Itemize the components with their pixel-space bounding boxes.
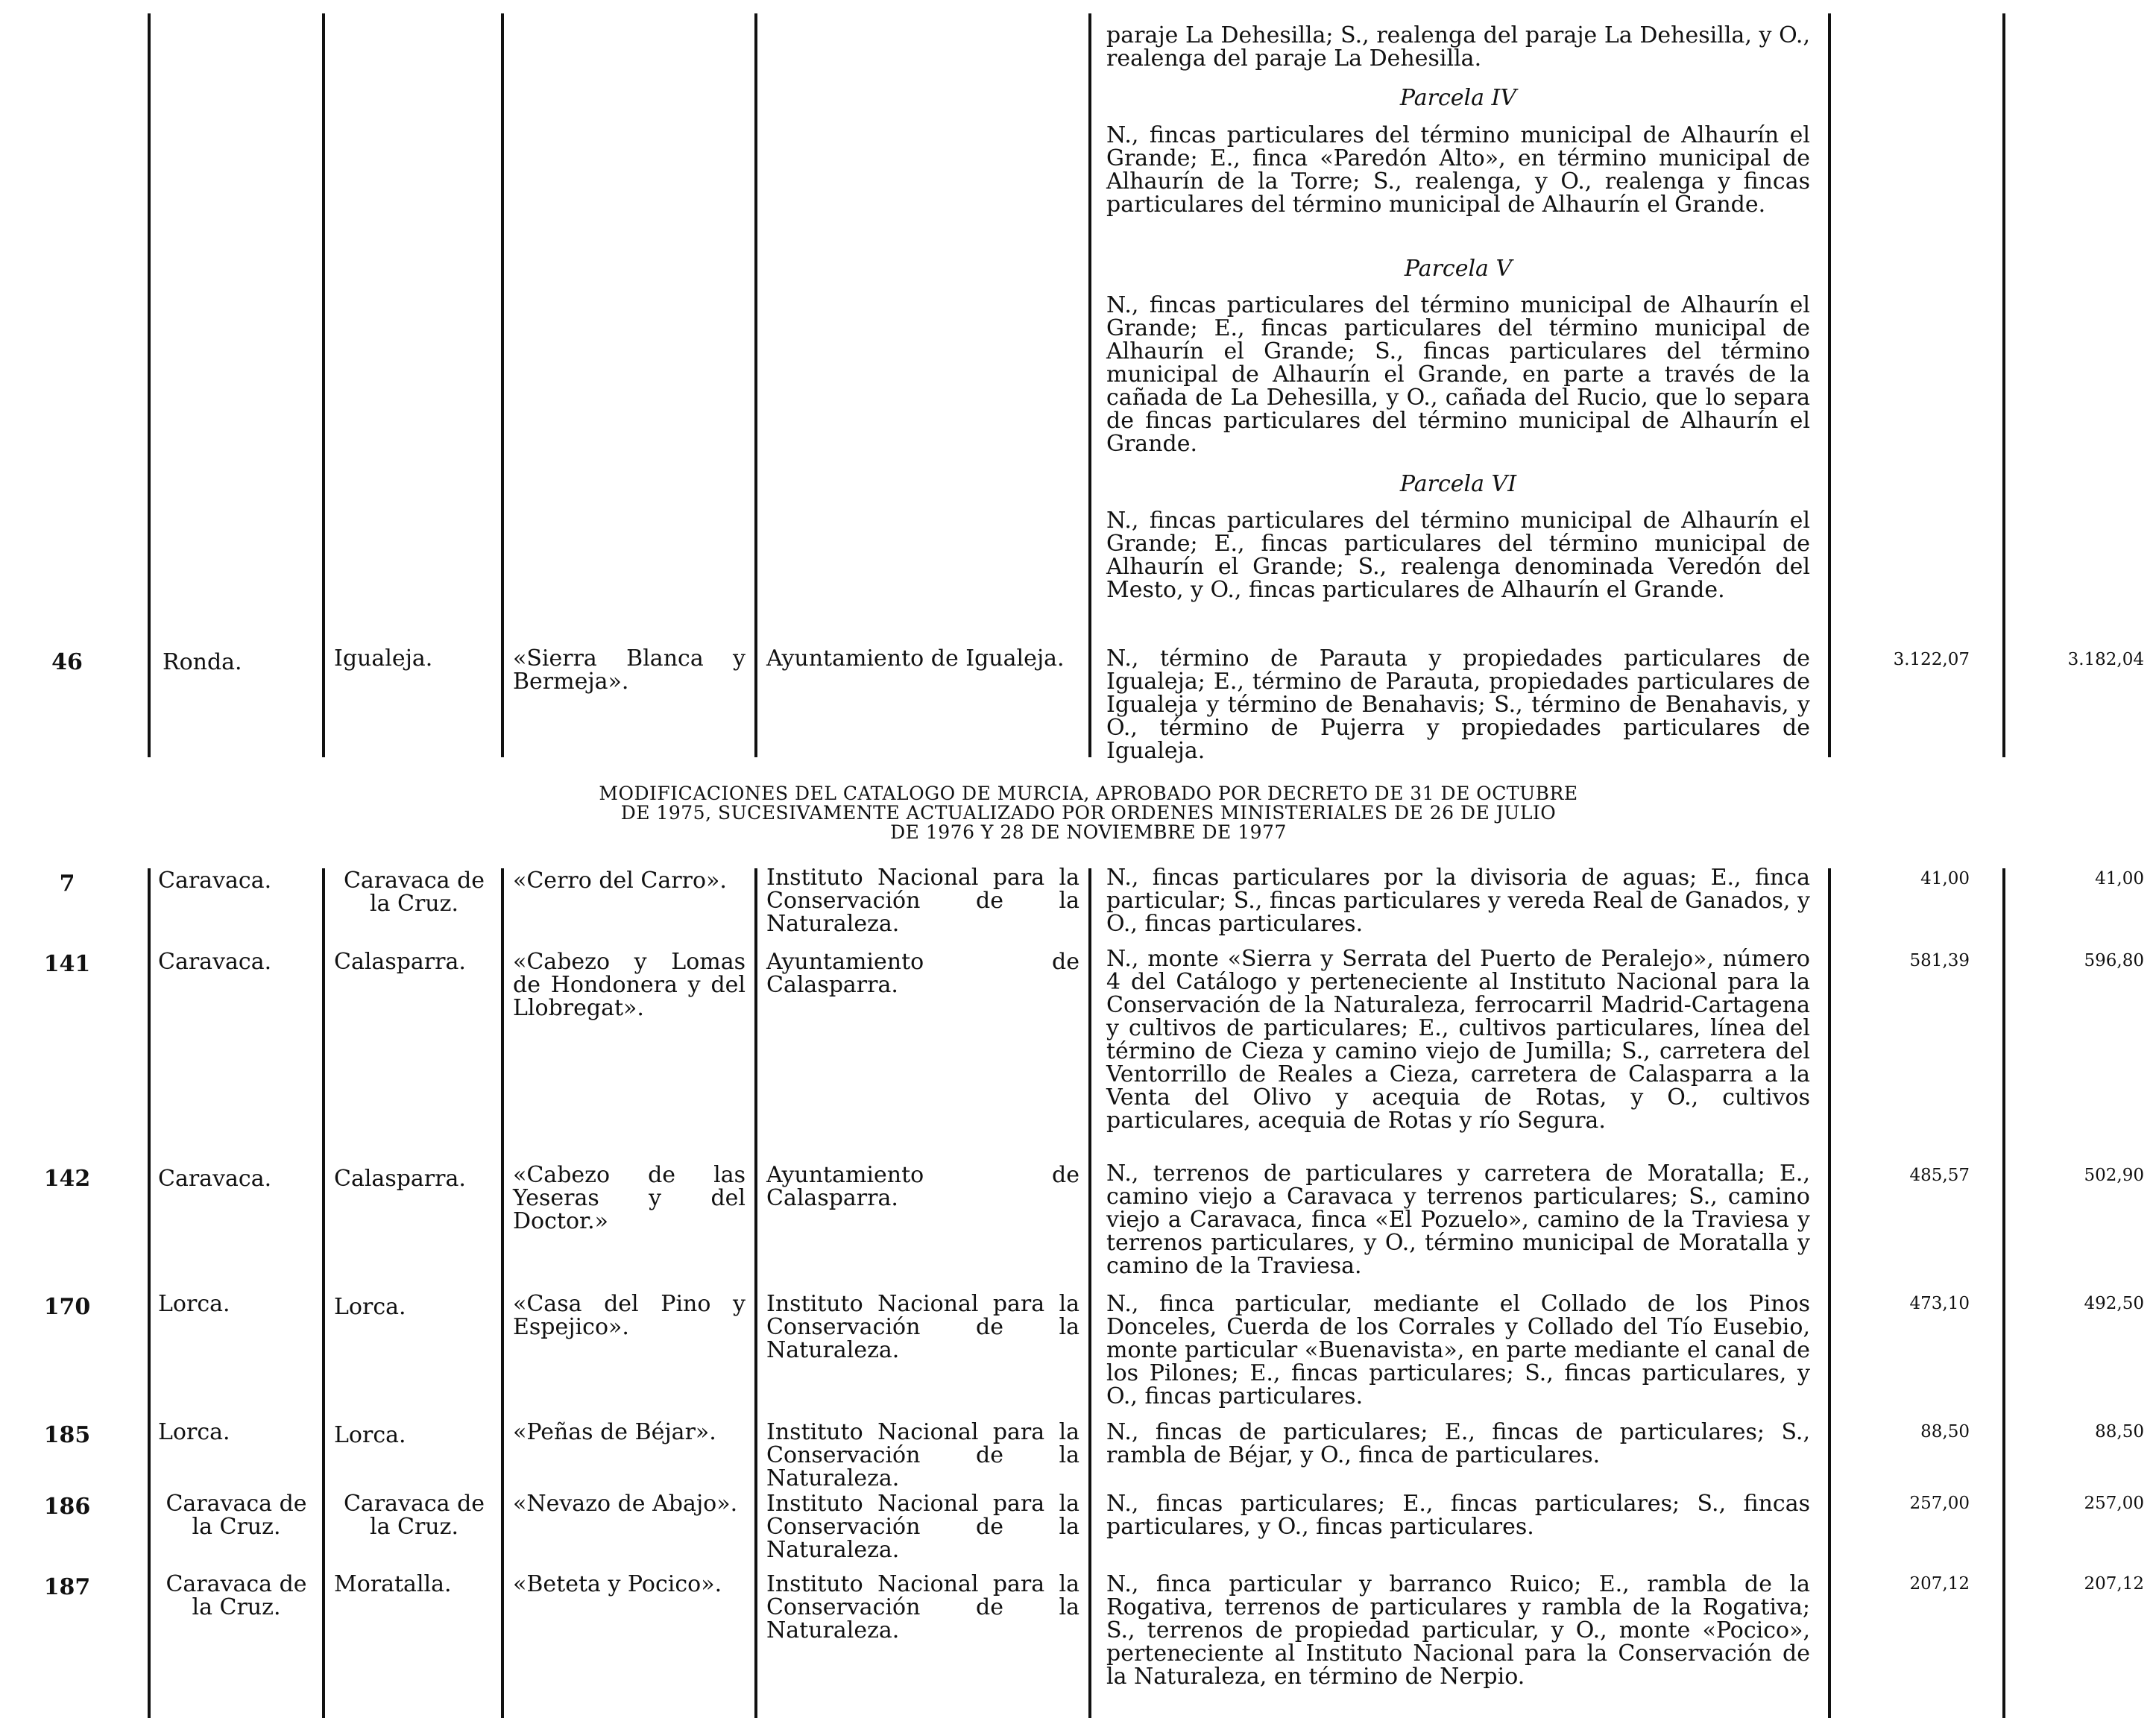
area-catalog-cell: 41,00 bbox=[1920, 869, 1970, 888]
row-number: 46 bbox=[51, 649, 83, 675]
column-rule bbox=[501, 868, 504, 1718]
owner-cell: Instituto Nacional para la Conservación de la Naturaleza. bbox=[766, 1291, 1079, 1363]
limits-cell: N., monte «Sierra y Serrata del Puerto de Peralejo», número 4 del Catálogo y perteneciente al Instituto Nacional para la Conservación de la Naturaleza, ferrocarril Madrid-Cartagena y cultivos de particulares; E., cultivos particulares, línea del término de Cieza y camino viejo de Jumilla; S., carretera del Ventorrillo de Reales a Cieza, carretera de Calasparra a la Venta del Olivo y acequia de Rotas, y O., cultivos particulares, acequia de Rotas y río Segura. bbox=[1106, 946, 1810, 1134]
limits-cell: N., fincas de particulares; E., fincas de particulares; S., rambla de Béjar, y O., finca de particulares. bbox=[1106, 1419, 1810, 1468]
section-title-line-1: MODIFICACIONES DEL CATALOGO DE MURCIA, APROBADO POR DECRETO DE 31 DE OCTUBRE bbox=[599, 783, 1578, 804]
monte-cell: «Cabezo y Lomas de Hondonera y del Llobregat». bbox=[513, 949, 746, 1021]
limits-cell: N., finca particular y barranco Ruico; E., rambla de la Rogativa, terrenos de particulares y rambla de la Rogativa; S., terrenos de propiedad particular, y O., monte «Pocico», perteneciente al Instituto Nacional para la Conservación de la Naturaleza, en término de Nerpio. bbox=[1106, 1571, 1810, 1690]
municipio-cell: Caravaca de la Cruz. bbox=[343, 868, 485, 917]
row-number: 187 bbox=[43, 1574, 91, 1600]
parcel-6-title: Parcela VI bbox=[1399, 471, 1517, 497]
area-catalog-cell: 473,10 bbox=[1909, 1294, 1970, 1313]
parcel-5-boundaries: N., fincas particulares del término municipal de Alhaurín el Grande; E., fincas particulares del término municipal de Alhaurín el Grande; S., fincas particulares del término municipal de Alhaurín el Grande, en parte a través de la cañada de La Dehesilla, y O., cañada del Rucio, que lo separa de fincas particulares del término municipal de Alhaurín el Grande. bbox=[1106, 292, 1810, 457]
monte-cell: «Cerro del Carro». bbox=[513, 868, 727, 894]
owner-cell: Ayuntamiento de Calasparra. bbox=[766, 1162, 1079, 1211]
row-number: 185 bbox=[43, 1422, 91, 1448]
comarca-cell: Ronda. bbox=[163, 649, 242, 675]
parcel-6-boundaries: N., fincas particulares del término municipal de Alhaurín el Grande; E., fincas particulares del término municipal de Alhaurín el Grande; S., realenga denominada Veredón del Mesto, y O., fincas particulares de Alhaurín el Grande. bbox=[1106, 508, 1810, 603]
area-catalog-cell: 88,50 bbox=[1920, 1422, 1970, 1441]
monte-cell: «Peñas de Béjar». bbox=[513, 1419, 716, 1445]
owner-cell: Instituto Nacional para la Conservación de la Naturaleza. bbox=[766, 1571, 1079, 1643]
owner-cell: Instituto Nacional para la Conservación de la Naturaleza. bbox=[766, 1419, 1079, 1491]
column-rule bbox=[754, 868, 757, 1718]
monte-cell: «Beteta y Pocico». bbox=[513, 1571, 722, 1597]
row-number: 7 bbox=[59, 871, 75, 897]
area-catalog-cell: 257,00 bbox=[1909, 1494, 1970, 1513]
row-number: 186 bbox=[43, 1494, 91, 1520]
column-rule bbox=[322, 13, 325, 757]
limits-cell: N., terrenos de particulares y carretera de Moratalla; E., camino viejo a Caravaca y terrenos particulares; S., camino viejo a Caravaca, finca «El Pozuelo», camino de la Traviesa y terrenos particulares, y O., término municipal de Moratalla y camino de la Traviesa. bbox=[1106, 1160, 1810, 1279]
municipio-cell: Igualeja. bbox=[334, 645, 433, 672]
section-title-line-3: DE 1976 Y 28 DE NOVIEMBRE DE 1977 bbox=[890, 821, 1287, 843]
area-updated-cell: 3.182,04 bbox=[2067, 650, 2144, 669]
monte-cell: «Sierra Blanca y Bermeja». bbox=[513, 645, 746, 695]
column-rule bbox=[1088, 868, 1091, 1718]
limits-cell: N., finca particular, mediante el Collado de los Pinos Donceles, Cuerda de los Corrales y Collado del Tío Eusebio, monte particular «Buenavista», en parte mediante el canal de los Pilones; E., fincas particulares; S., fincas particulares, y O., fincas particulares. bbox=[1106, 1291, 1810, 1409]
area-catalog-cell: 207,12 bbox=[1909, 1574, 1970, 1594]
area-updated-cell: 41,00 bbox=[2095, 869, 2144, 888]
parcel-3-boundaries: paraje La Dehesilla; S., realenga del paraje La Dehesilla, y O., realenga del paraje La Dehesilla. bbox=[1106, 22, 1810, 72]
owner-cell: Instituto Nacional para la Conservación de la Naturaleza. bbox=[766, 1491, 1079, 1563]
comarca-cell: Caravaca. bbox=[158, 949, 272, 975]
municipio-cell: Calasparra. bbox=[334, 949, 466, 975]
parcel-4-title: Parcela IV bbox=[1399, 85, 1517, 111]
area-updated-cell: 492,50 bbox=[2084, 1294, 2144, 1313]
area-catalog-cell: 485,57 bbox=[1909, 1166, 1970, 1185]
municipio-cell: Caravaca de la Cruz. bbox=[343, 1491, 485, 1540]
limits-cell: N., fincas particulares por la divisoria de aguas; E., finca particular; S., fincas particulares y vereda Real de Ganados, y O., fincas particulares. bbox=[1106, 865, 1810, 937]
row-number: 142 bbox=[43, 1166, 91, 1192]
monte-cell: «Casa del Pino y Espejico». bbox=[513, 1291, 746, 1340]
municipio-cell: Lorca. bbox=[334, 1294, 406, 1320]
municipio-cell: Lorca. bbox=[334, 1422, 406, 1448]
column-rule bbox=[501, 13, 504, 757]
area-updated-cell: 88,50 bbox=[2095, 1422, 2144, 1441]
municipio-cell: Moratalla. bbox=[334, 1571, 452, 1597]
parcel-4-boundaries: N., fincas particulares del término municipal de Alhaurín el Grande; E., finca «Paredón Alto», en término municipal de Alhaurín de la Torre; S., realenga, y O., realenga y fincas particulares del término municipal de Alhaurín el Grande. bbox=[1106, 122, 1810, 218]
comarca-cell: Lorca. bbox=[158, 1291, 230, 1317]
comarca-cell: Lorca. bbox=[158, 1419, 230, 1445]
column-rule bbox=[1828, 13, 1831, 757]
column-rule bbox=[754, 13, 757, 757]
monte-cell: «Cabezo de las Yeseras y del Doctor.» bbox=[513, 1162, 746, 1234]
area-updated-cell: 257,00 bbox=[2084, 1494, 2144, 1513]
parcel-5-title: Parcela V bbox=[1404, 256, 1513, 282]
row-number: 170 bbox=[43, 1294, 91, 1320]
section-title-line-2: DE 1975, SUCESIVAMENTE ACTUALIZADO POR ORDENES MINISTERIALES DE 26 DE JULIO bbox=[620, 802, 1557, 824]
column-rule bbox=[1828, 868, 1831, 1718]
area-updated-cell: 207,12 bbox=[2084, 1574, 2144, 1594]
comarca-cell: Caravaca de la Cruz. bbox=[166, 1491, 307, 1540]
area-updated-cell: 502,90 bbox=[2084, 1166, 2144, 1185]
comarca-cell: Caravaca de la Cruz. bbox=[166, 1571, 307, 1620]
column-rule bbox=[1088, 13, 1091, 757]
column-rule bbox=[148, 13, 151, 757]
row-number: 141 bbox=[43, 951, 91, 977]
area-catalog-cell: 581,39 bbox=[1909, 951, 1970, 970]
monte-cell: «Nevazo de Abajo». bbox=[513, 1491, 738, 1517]
column-rule bbox=[2002, 13, 2005, 757]
area-updated-cell: 596,80 bbox=[2084, 951, 2144, 970]
column-rule bbox=[322, 868, 325, 1718]
area-catalog-cell: 3.122,07 bbox=[1893, 650, 1970, 669]
limits-cell: N., fincas particulares; E., fincas particulares; S., fincas particulares, y O., fincas particulares. bbox=[1106, 1491, 1810, 1540]
comarca-cell: Caravaca. bbox=[158, 1166, 272, 1192]
limits-cell: N., término de Parauta y propiedades particulares de Igualeja; E., término de Parauta, propiedades particulares de Igualeja y término de Benahavis; S., término de Benahavis, y O., término de Pujerra y propiedades particulares de Igualeja. bbox=[1106, 645, 1810, 764]
owner-cell: Instituto Nacional para la Conservación de la Naturaleza. bbox=[766, 865, 1079, 937]
comarca-cell: Caravaca. bbox=[158, 868, 272, 894]
owner-cell: Ayuntamiento de Calasparra. bbox=[766, 949, 1079, 998]
municipio-cell: Calasparra. bbox=[334, 1166, 466, 1192]
owner-cell: Ayuntamiento de Igualeja. bbox=[766, 645, 1065, 672]
column-rule bbox=[148, 868, 151, 1718]
